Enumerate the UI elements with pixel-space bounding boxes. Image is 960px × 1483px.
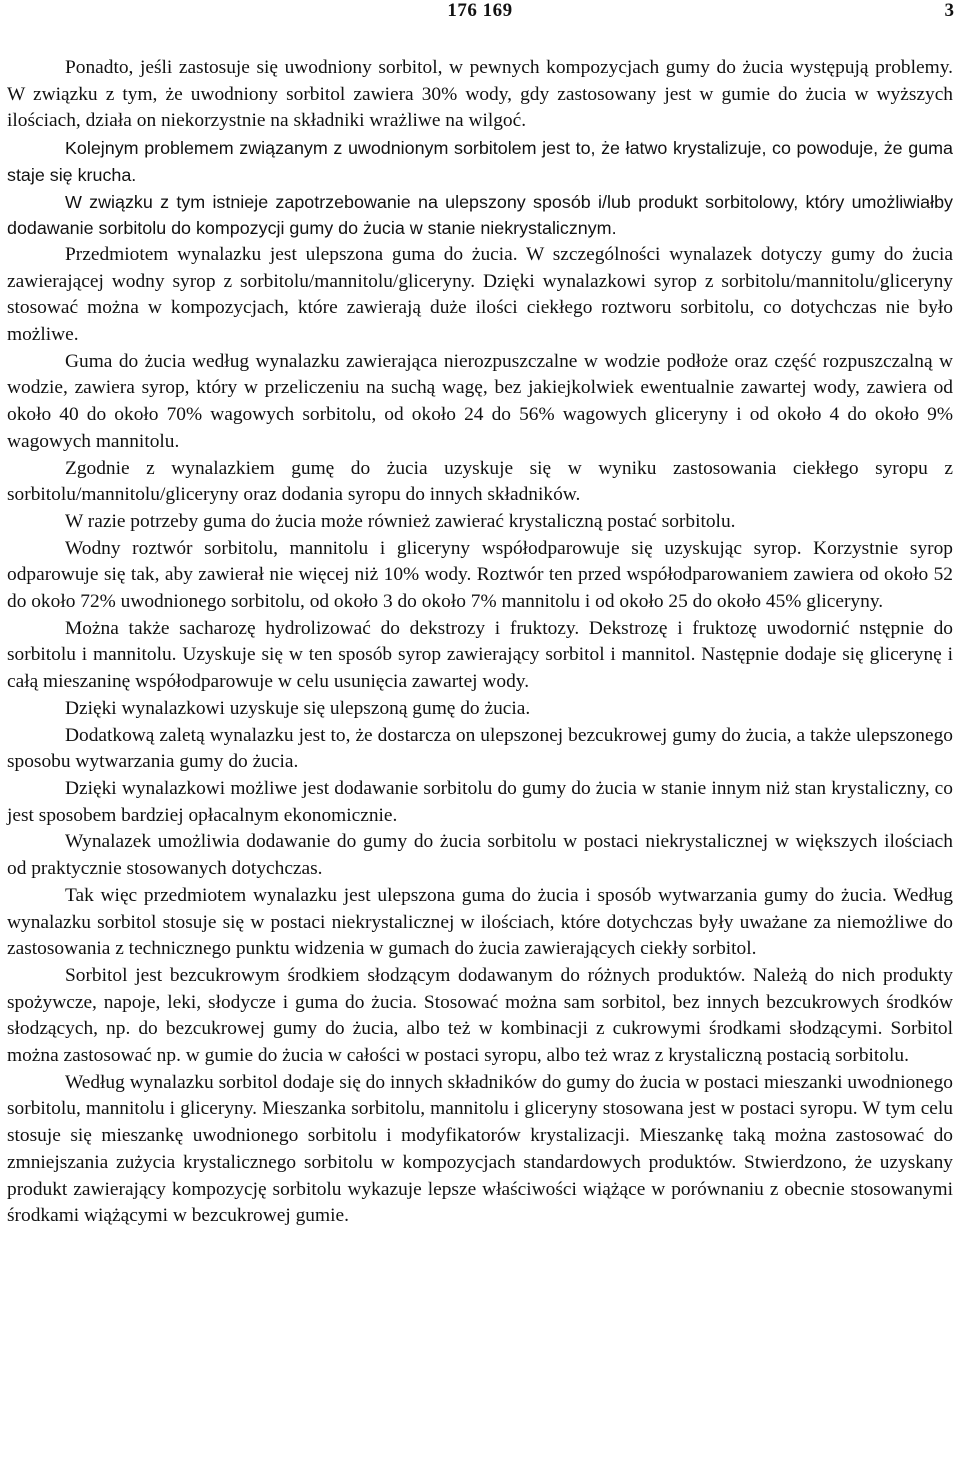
paragraph: Zgodnie z wynalazkiem gumę do żucia uzyskuje się w wyniku zastosowania ciekłego syropu z sorbitolu/mannitolu/gliceryny oraz dodania syropu do innych składników. [7,457,953,506]
paragraph: W związku z tym istnieje zapotrzebowanie na ulepszony sposób i/lub produkt sorbitolowy, który umożliwiałby dodawanie sorbitolu do kompozycji gumy do żucia w stanie niekrystalicznym. [7,191,953,239]
paragraph: Tak więc przedmiotem wynalazku jest ulepszona guma do żucia i sposób wytwarzania gumy do żucia. Według wynalazku sorbitol stosuje się w postaci niekrystalicznej w ilościach, które dotychczas były uważane za niemożliwe do zastosowania z technicznego punktu widzenia w gumach do żucia zawierających ciekły sorbitol. [7,884,953,960]
paragraph: Można także sacharozę hydrolizować do dekstrozy i fruktozy. Dekstrozę i fruktozę uwodornić nstępnie do sorbitolu i mannitolu. Uzyskuje się w ten sposób syrop zawierający sorbitol i mannitol. Następnie dodaje się glicerynę i całą mieszaninę współodparowuje w celu usunięcia zawartej wody. [7,617,953,693]
paragraph: Dodatkową zaletą wynalazku jest to, że dostarcza on ulepszonej bezcukrowej gumy do żucia, a także ulepszonego sposobu wytwarzania gumy do żucia. [7,724,953,773]
paragraph: Ponadto, jeśli zastosuje się uwodniony sorbitol, w pewnych kompozycjach gumy do żucia występują problemy. W związku z tym, że uwodniony sorbitol zawiera 30% wody, gdy zastosowany jest w gumie do żucia w wyższych ilościach, działa on niekorzystnie na składniki wrażliwe na wilgoć. [7,57,953,132]
paragraph: Według wynalazku sorbitol dodaje się do innych składników do gumy do żucia w postaci mieszanki uwodnionego sorbitolu, mannitolu i gliceryny. Mieszanka sorbitolu, mannitolu i gliceryny stosowana jest w postaci syropu. W tym celu stosuje się mieszankę uwodnionego sorbitolu i modyfikatorów krystalizacji. Mieszankę taką można zastosować do zmniejszania zużycia krystalicznego sorbitolu w kompozycjach standardowych produktów. Stwierdzono, że uzyskany produkt zawierający kompozycję sorbitolu wykazuje lepsze właściwości wiążące w porównaniu z obecnie stosowanymi środkami wiążącymi w bezcukrowej gumie. [7,1071,953,1227]
paragraph: Kolejnym problemem związanym z uwodnionym sorbitolem jest to, że łatwo krystalizuje, co powoduje, że guma staje się krucha. [7,138,953,185]
paragraph: Dzięki wynalazkowi możliwe jest dodawanie sorbitolu do gumy do żucia w stanie innym niż stan krystaliczny, co jest sposobem bardziej opłacalnym ekonomicznie. [7,777,953,826]
paragraph: Wodny roztwór sorbitolu, mannitolu i gliceryny współodparowuje się uzyskując syrop. Korzystnie syrop odparowuje się tak, aby zawierał nie więcej niż 10% wody. Roztwór ten przed współodparowaniem zawiera od około 52 do około 72% uwodnionego sorbitolu, od około 3 do około 7% mannitolu i od około 25 do około 45% gliceryny. [7,537,953,613]
paragraph: Przedmiotem wynalazku jest ulepszona guma do żucia. W szczególności wynalazek dotyczy gumy do żucia zawierającej wodny syrop z sorbitolu/mannitolu/gliceryny. Dzięki wynalazkowi syrop z sorbitolu/mannitolu/gliceryny stosować można w kompozycjach, które zawierają duże ilości ciekłego roztworu sorbitolu, co dotychczas nie było możliwe. [7,243,953,346]
patent-number: 176 169 [447,0,513,21]
paragraph: Wynalazek umożliwia dodawanie do gumy do żucia sorbitolu w postaci niekrystalicznej w większych ilościach od praktycznie stosowanych dotychczas. [7,831,953,880]
page-header [0,0,960,30]
paragraph: W razie potrzeby guma do żucia może również zawierać krystaliczną postać sorbitolu. [65,510,736,532]
page-number: 3 [944,0,954,21]
document-body [7,55,953,1230]
paragraph: Guma do żucia według wynalazku zawierająca nierozpuszczalne w wodzie podłoże oraz część rozpuszczalną w wodzie, zawiera syrop, który w przeliczeniu na suchą wagę, bez jakiejkolwiek ewentualnie zawartej wody, zawiera od około 40 do około 70% wagowych sorbitolu, od około 24 do 56% wagowych gliceryny i od około 4 do około 9% wagowych mannitolu. [7,350,953,452]
paragraph: Sorbitol jest bezcukrowym środkiem słodzącym dodawanym do różnych produktów. Należą do nich produkty spożywcze, napoje, leki, słodycze i guma do żucia. Stosować można sam sorbitol, bez innych bezcukrowych środków słodzących, np. do bezcukrowej gumy do żucia, albo też w kombinacji z cukrowymi środkami słodzącymi. Sorbitol można zastosować np. w gumie do żucia w całości w postaci syropu, albo też wraz z krystaliczną postacią sorbitolu. [7,964,953,1067]
paragraph: Dzięki wynalazkowi uzyskuje się ulepszoną gumę do żucia. [65,697,531,719]
